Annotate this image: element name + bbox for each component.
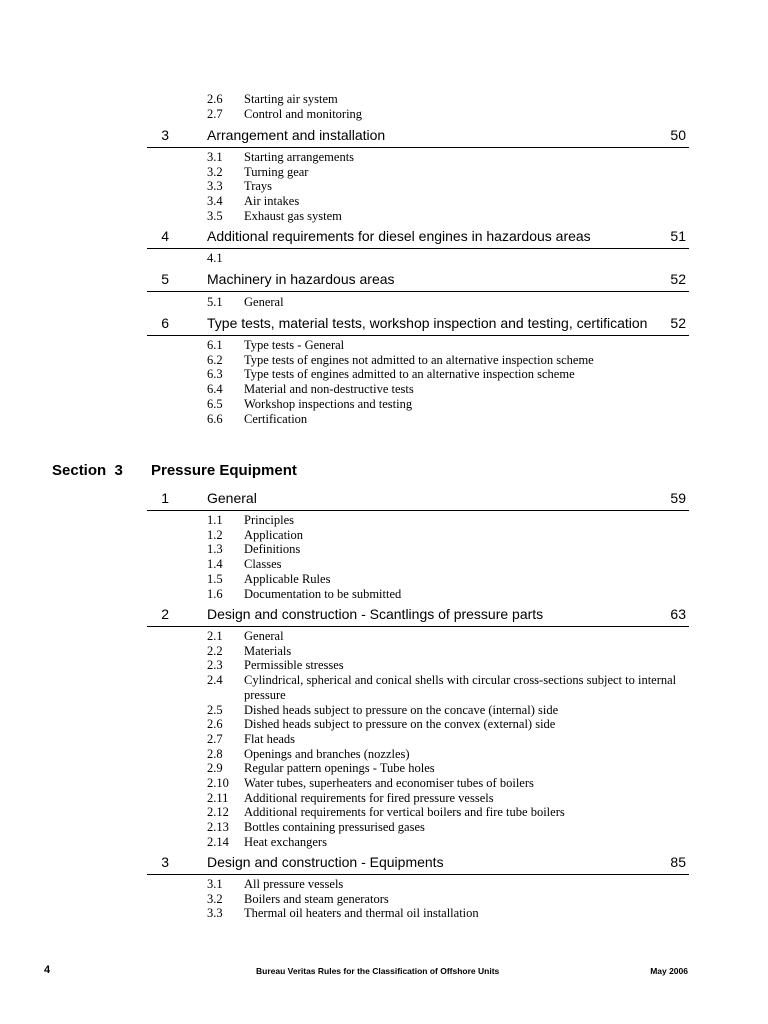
subentry-number: 2.7 [207,731,223,746]
subentry-number: 3.4 [207,194,223,209]
subentry-title: Type tests of engines admitted to an alternative inspection scheme [244,367,575,382]
subentry-title: Thermal oil heaters and thermal oil installation [244,906,479,921]
chapter-number: 1 [161,490,169,506]
toc-subentry[interactable] [207,820,692,835]
toc-subentry[interactable] [207,179,692,194]
subentry-title: General [244,295,284,309]
subentry-title: Regular pattern openings - Tube holes [244,761,435,776]
toc-subentry[interactable] [207,528,692,543]
chapter-page-number: 51 [670,228,686,244]
toc-subentry[interactable] [207,805,692,820]
subentry-title: Control and monitoring [244,106,363,121]
chapter-title: Design and construction - Equipments [207,854,444,870]
subentry-title: Dished heads subject to pressure on the convex (external) side [244,717,556,732]
subentry-number: 2.6 [207,92,223,106]
sublist-section2-tail [207,92,692,121]
subentry-number: 1.5 [207,571,223,586]
toc-subentry[interactable] [207,557,692,572]
toc-subentry[interactable] [207,629,692,644]
chapter-title: Design and construction - Scantlings of pressure parts [207,606,544,622]
subentry-title: Application [244,527,304,542]
subentry-number: 3.3 [207,179,223,194]
chapter-title: Machinery in hazardous areas [207,271,395,287]
subentry-title: Starting air system [244,92,338,106]
subentry-title: Cylindrical, spherical and conical shells with circular cross-sections subject to internal pressure [244,673,677,702]
toc-subentry[interactable] [207,877,692,892]
subentry-title: Permissible stresses [244,658,344,673]
toc-subentry[interactable] [207,92,692,107]
subentry-title: Openings and branches (nozzles) [244,746,410,761]
sublist-s3-chapter-2 [207,629,692,850]
toc-s3-chapter-2[interactable] [147,604,689,627]
subentry-title: Additional requirements for vertical boilers and fire tube boilers [244,805,565,820]
subentry-number: 3.5 [207,208,223,223]
toc-subentry[interactable] [207,513,692,528]
subentry-number: 6.2 [207,352,223,367]
subentry-title: Heat exchangers [244,834,327,849]
toc-subentry[interactable] [207,761,692,776]
toc-subentry[interactable] [207,338,692,353]
subentry-number: 2.13 [207,820,229,835]
subentry-title: Type tests of engines not admitted to an alternative inspection scheme [244,352,594,367]
subentry-number: 1.3 [207,542,223,557]
chapter-page-number: 52 [670,271,686,287]
subentry-number: 3.3 [207,906,223,921]
chapter-number: 3 [161,854,169,870]
sublist-chapter-6 [207,338,692,426]
toc-chapter-4[interactable] [147,226,689,249]
subentry-title: Applicable Rules [244,571,331,586]
subentry-number: 1.6 [207,586,223,601]
subentry-title: Materials [244,643,292,658]
subentry-title: Bottles containing pressurised gases [244,820,425,835]
subentry-number: 4.1 [207,251,223,265]
toc-s3-chapter-3[interactable] [147,852,689,875]
chapter-page-number: 85 [670,854,686,870]
subentry-title [244,251,692,266]
toc-subentry[interactable] [207,150,692,165]
chapter-number: 5 [161,271,169,287]
subentry-title: Flat heads [244,731,296,746]
subentry-number: 2.12 [207,805,229,820]
toc-subentry[interactable] [207,382,692,397]
subentry-number: 6.6 [207,411,223,426]
subentry-number: 6.1 [207,338,223,352]
subentry-title: Workshop inspections and testing [244,396,413,411]
subentry-title: Starting arrangements [244,150,355,164]
subentry-title: Classes [244,557,282,572]
subentry-number: 6.4 [207,382,223,397]
subentry-title: Principles [244,513,294,527]
toc-subentry[interactable] [207,353,692,368]
toc-subentry[interactable] [207,732,692,747]
toc-subentry[interactable] [207,791,692,806]
toc-subentry[interactable] [207,644,692,659]
toc-subentry[interactable] [207,658,692,673]
subentry-number: 2.5 [207,702,223,717]
sublist-s3-chapter-1 [207,513,692,601]
chapter-title: Additional requirements for diesel engines in hazardous areas [207,228,591,244]
subentry-number: 2.7 [207,106,223,121]
subentry-title: Trays [244,179,273,194]
subentry-number: 3.2 [207,164,223,179]
subentry-title: Definitions [244,542,301,557]
toc-subentry[interactable] [207,367,692,382]
subentry-title: Boilers and steam generators [244,891,389,906]
subentry-number: 2.11 [207,790,229,805]
toc-subentry[interactable] [207,165,692,180]
section-label: Section 3 [52,462,123,479]
chapter-title: Type tests, material tests, workshop inspection and testing, certification [207,315,648,331]
chapter-page-number: 59 [670,490,686,506]
toc-subentry[interactable] [207,107,692,122]
toc-subentry[interactable] [207,717,692,732]
subentry-number: 2.1 [207,629,223,643]
toc-subentry[interactable] [207,251,692,266]
toc-chapter-3[interactable] [147,125,689,148]
footer-date: May 2006 [650,966,688,976]
section-title: Pressure Equipment [151,462,297,479]
toc-subentry[interactable] [207,397,692,412]
subentry-title: General [244,629,284,643]
toc-subentry[interactable] [207,587,692,602]
toc-subentry[interactable] [207,572,692,587]
toc-subentry[interactable] [207,892,692,907]
subentry-number: 2.2 [207,643,223,658]
subentry-number: 2.14 [207,834,229,849]
subentry-number: 3.1 [207,877,223,891]
subentry-number: 1.2 [207,527,223,542]
sublist-chapter-4 [207,251,692,266]
subentry-number: 2.6 [207,717,223,732]
subentry-title: Turning gear [244,164,309,179]
footer-title: Bureau Veritas Rules for the Classification of Offshore Units [256,966,500,976]
subentry-title: Air intakes [244,194,300,209]
subentry-title: Certification [244,411,308,426]
sublist-s3-chapter-3 [207,877,692,921]
subentry-number: 2.9 [207,761,223,776]
chapter-number: 2 [161,606,169,622]
subentry-number: 1.4 [207,557,223,572]
sublist-chapter-5 [207,295,692,310]
subentry-number: 2.10 [207,776,229,791]
chapter-number: 4 [161,228,169,244]
sublist-chapter-3 [207,150,692,224]
subentry-number: 2.8 [207,746,223,761]
toc-subentry[interactable] [207,295,692,310]
subentry-title: Dished heads subject to pressure on the concave (internal) side [244,702,559,717]
footer-page-number: 4 [44,964,51,976]
toc-subentry[interactable] [207,703,692,718]
chapter-page-number: 63 [670,606,686,622]
subentry-number: 2.4 [207,673,223,688]
subentry-number: 3.2 [207,891,223,906]
subentry-title: Additional requirements for fired pressure vessels [244,790,494,805]
chapter-page-number: 52 [670,315,686,331]
toc-chapter-6[interactable] [147,313,689,336]
subentry-number: 2.3 [207,658,223,673]
chapter-number: 3 [161,127,169,143]
toc-subentry[interactable] [207,776,692,791]
subentry-title: All pressure vessels [244,877,344,891]
chapter-number: 6 [161,315,169,331]
toc-subentry[interactable] [207,542,692,557]
toc-subentry[interactable] [207,747,692,762]
toc-chapter-5[interactable] [147,269,689,292]
subentry-title: Documentation to be submitted [244,586,402,601]
subentry-number: 5.1 [207,295,223,309]
subentry-title: Water tubes, superheaters and economiser tubes of boilers [244,776,534,791]
subentry-number: 1.1 [207,513,223,527]
subentry-number: 3.1 [207,150,223,164]
toc-subentry[interactable] [207,194,692,209]
subentry-number: 6.5 [207,396,223,411]
toc-subentry[interactable] [207,412,692,427]
toc-subentry[interactable] [207,209,692,224]
chapter-title: General [207,490,257,506]
toc-subentry[interactable] [207,835,692,850]
chapter-page-number: 50 [670,127,686,143]
subentry-title: Type tests - General [244,338,345,352]
toc-s3-chapter-1[interactable] [147,488,689,511]
toc-subentry[interactable] [207,906,692,921]
chapter-title: Arrangement and installation [207,127,386,143]
subentry-title: Exhaust gas system [244,208,342,223]
toc-subentry[interactable] [207,673,692,702]
subentry-title: Material and non-destructive tests [244,382,414,397]
subentry-number: 6.3 [207,367,223,382]
